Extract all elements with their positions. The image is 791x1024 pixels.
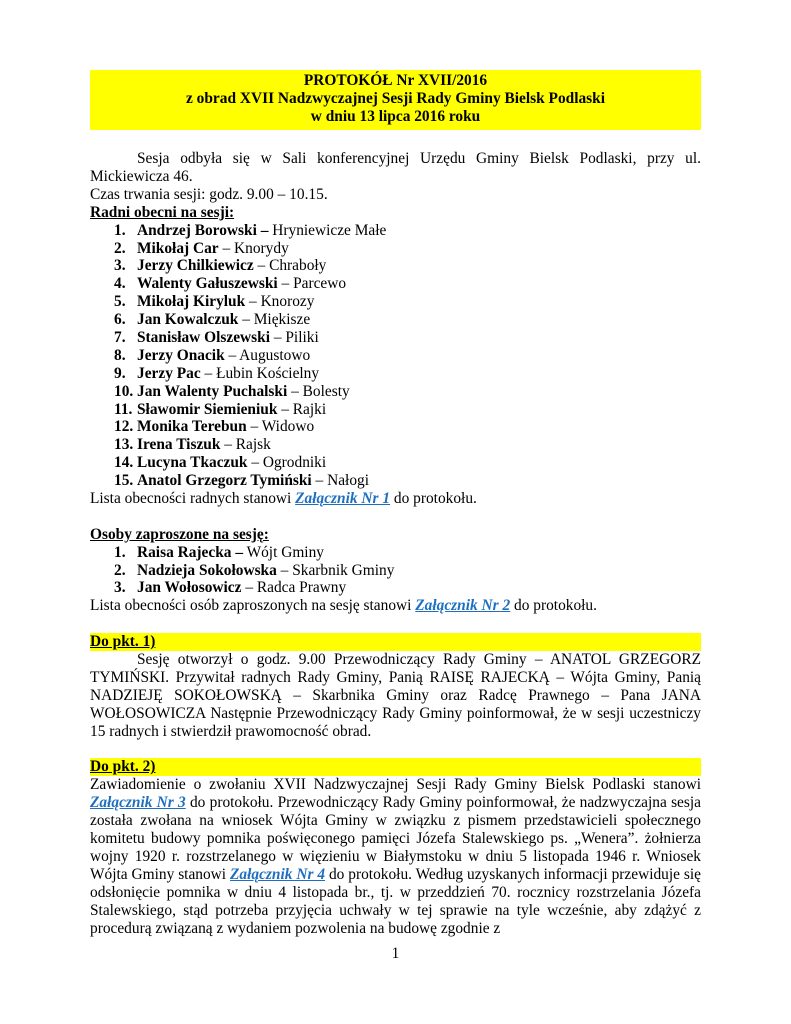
guests-attendance-note (90, 597, 701, 615)
person-village: – Piliki (269, 328, 319, 346)
councillors-heading: Radni obecni na sesji: (90, 203, 235, 221)
person-role: – Skarbnik Gminy (276, 561, 395, 579)
person-name: Jan Walenty Puchalski (137, 382, 288, 400)
page-number: 1 (391, 945, 400, 962)
attachment-3-link[interactable]: Załącznik Nr 3 (90, 794, 186, 812)
person-village: – Bolesty (287, 382, 350, 400)
pkt2-heading: Do pkt. 2) (90, 758, 701, 776)
person-village: – Rajki (277, 400, 327, 418)
person-name: Jan Wołosowicz (137, 579, 242, 597)
list-number: 4. (114, 275, 126, 293)
councillors-attendance-note (90, 490, 701, 508)
list-number: 15. (114, 472, 134, 490)
list-number: 6. (114, 311, 126, 329)
list-number: 12. (114, 418, 134, 436)
list-number: 1. (114, 543, 126, 561)
person-village: – Knorydy (218, 239, 289, 257)
person-name: Anatol Grzegorz Tymiński (137, 472, 312, 490)
person-role: Wójt Gminy (243, 543, 324, 561)
list-number: 3. (114, 579, 126, 597)
session-time: Czas trwania sesji: godz. 9.00 – 10.15. (90, 185, 328, 203)
person-village: – Parcewo (277, 275, 347, 293)
protocol-title: PROTOKÓŁ Nr XVII/2016 (303, 72, 488, 89)
person-name: Mikołaj Kiryluk (137, 293, 246, 311)
person-name: Stanisław Olszewski (137, 328, 270, 346)
pkt2-text-part: Zawiadomienie o zwołaniu XVII Nadzwyczajnej Sesji Rady Gminy Bielsk Podlaski stanowi (90, 776, 701, 794)
note-text: Lista obecności radnych stanowi (90, 489, 296, 507)
list-number: 9. (114, 364, 126, 382)
person-role: – Radca Prawny (241, 579, 347, 597)
list-number: 8. (114, 346, 126, 364)
list-item (90, 240, 701, 258)
person-village: – Chraboły (253, 257, 327, 275)
person-village: – Rajsk (220, 436, 271, 454)
person-name: Monika Terebun (137, 418, 247, 436)
list-item (90, 275, 701, 293)
list-item (90, 401, 701, 419)
list-item (90, 436, 701, 454)
list-number: 2. (114, 561, 126, 579)
list-number: 11. (114, 400, 133, 418)
pkt2-text (90, 776, 701, 937)
list-number: 5. (114, 293, 126, 311)
note-text: Lista obecności osób zaproszonych na sesję stanowi (90, 597, 416, 615)
person-village: – Ogrodniki (247, 454, 327, 472)
list-item (90, 562, 701, 580)
list-item (90, 311, 701, 329)
list-number: 14. (114, 454, 134, 472)
list-item (90, 472, 701, 490)
person-village: – Augustowo (224, 346, 311, 364)
list-item (90, 365, 701, 383)
attachment-4-link[interactable]: Załącznik Nr 4 (230, 865, 326, 883)
person-name: Walenty Gałuszewski (137, 275, 278, 293)
person-name: Andrzej Borowski – (137, 221, 269, 239)
person-village: – Knorozy (245, 293, 315, 311)
list-number: 13. (114, 436, 134, 454)
list-item (90, 222, 701, 240)
list-item (90, 544, 701, 562)
person-village: – Łubin Kościelny (200, 364, 320, 382)
person-name: Jerzy Chilkiewicz (137, 257, 254, 275)
person-name: Irena Tiszuk (137, 436, 221, 454)
list-item (90, 257, 701, 275)
session-place: Sesja odbyła się w Sali konferencyjnej Urzędu Gminy Bielsk Podlaski, przy ul. Mickiewicza 46. (90, 150, 701, 185)
note-text: do protokołu. (390, 489, 477, 507)
list-number: 1. (114, 221, 126, 239)
person-village: Hryniewicze Małe (268, 221, 387, 239)
list-item (90, 347, 701, 365)
guests-list (90, 544, 701, 598)
protocol-date: w dniu 13 lipca 2016 roku (310, 108, 481, 125)
list-item (90, 418, 701, 436)
list-item (90, 329, 701, 347)
list-item (90, 383, 701, 401)
list-item (90, 293, 701, 311)
attachment-1-link[interactable]: Załącznik Nr 1 (295, 489, 391, 507)
person-village: – Miękisze (238, 311, 311, 329)
list-number: 7. (114, 328, 126, 346)
councillors-list (90, 222, 701, 490)
pkt2-text-part: do protokołu. Przewodniczący Rady Gminy poinformował, że nadzwyczajna sesja została zwołana na wniosek Wójta Gminy w związku z pismem przedstawicieli społecznego komitetu budowy pomnika poświęconego pamięci Józefa Stalewskiego ps. „Wenera”. żołnierza wojny 1920 r. rozstrzelanego w więzieniu w Białymstoku w dniu 5 listopada 1946 r. Wniosek Wójta Gminy stanowi (90, 794, 701, 883)
person-name: Nadzieja Sokołowska (137, 561, 277, 579)
person-village: – Nałogi (311, 472, 369, 490)
protocol-subtitle: z obrad XVII Nadzwyczajnej Sesji Rady Gminy Bielsk Podlaski (186, 90, 605, 107)
list-item (90, 454, 701, 472)
person-name: Jerzy Onacik (137, 346, 225, 364)
person-name: Lucyna Tkaczuk (137, 454, 248, 472)
pkt1-heading: Do pkt. 1) (90, 633, 701, 651)
attachment-2-link[interactable]: Załącznik Nr 2 (415, 597, 511, 615)
list-number: 10. (114, 382, 134, 400)
list-item (90, 579, 701, 597)
person-name: Jerzy Pac (137, 364, 201, 382)
person-name: Jan Kowalczuk (137, 311, 239, 329)
pkt2-text-part: do protokołu. Według uzyskanych informacji przewiduje się odsłonięcie pomnika w dniu 4 listopada br., tj. w przeddzień 70. rocznicy rozstrzelania Józefa Stalewskiego, stąd potrzeba przyjęcia uchwały w tej sprawie na tyle wcześnie, aby zdążyć z procedurą związaną z wydaniem pozwolenia na budowę zgodnie z (90, 865, 701, 937)
list-number: 3. (114, 257, 126, 275)
person-name: Mikołaj Car (137, 239, 219, 257)
protocol-header (90, 70, 701, 130)
document-page (90, 70, 701, 938)
note-text: do protokołu. (510, 597, 597, 615)
pkt1-text: Sesję otworzył o godz. 9.00 Przewodniczący Rady Gminy – ANATOL GRZEGORZ TYMIŃSKI. Przywitał radnych Rady Gminy, Panią RAISĘ RAJECKĄ – Wójta Gminy, Panią NADZIEJĘ SOKOŁOWSKĄ – Skarbnika Gminy oraz Radcę Prawnego – Pana JANA WOŁOSOWICZA Następnie Przewodniczący Rady Gminy poinformował, że w sesji uczestniczy 15 radnych i stwierdził prawomocność obrad. (90, 651, 701, 740)
person-village: – Widowo (246, 418, 315, 436)
list-number: 2. (114, 239, 126, 257)
person-name: Sławomir Siemieniuk (137, 400, 278, 418)
person-name: Raisa Rajecka – (137, 543, 244, 561)
guests-heading: Osoby zaproszone na sesję: (90, 525, 269, 543)
